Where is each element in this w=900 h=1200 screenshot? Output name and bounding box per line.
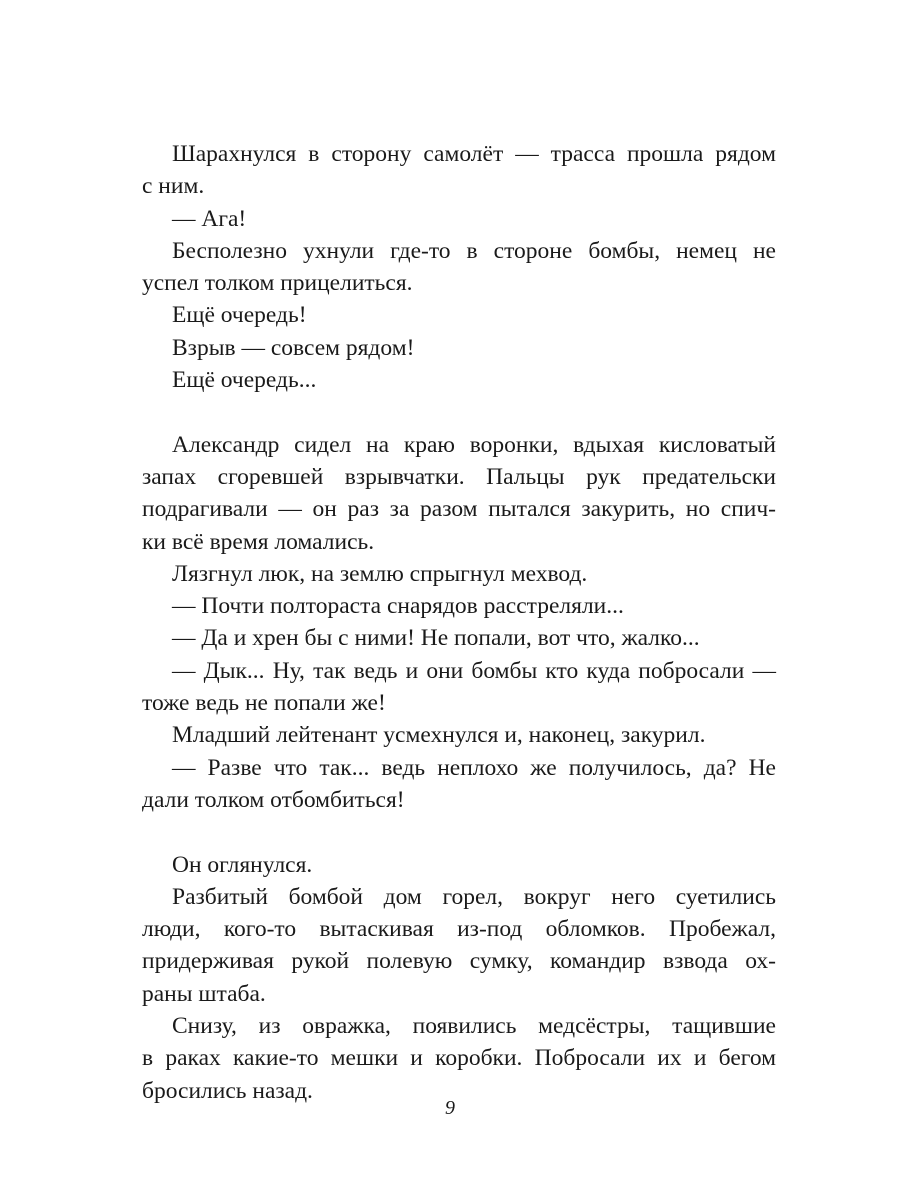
text-line: Бесполезно ухнули где-то в стороне бомбы, немец не (172, 237, 776, 264)
text-line: тоже ведь не попали же! (142, 690, 386, 717)
text-line: — Почти полтораста снарядов расстреляли... (172, 593, 624, 620)
text-line: — Дык... Ну, так ведь и они бомбы кто куда побросали — (172, 657, 776, 684)
text-line: Шарахнулся в сторону самолёт — трасса прошла рядом (172, 141, 776, 167)
text-line: Младший лейтенант усмехнулся и, наконец, закурил. (172, 722, 706, 749)
text-line: запах сгоревшей взрывчатки. Пальцы рук предательски (142, 463, 776, 490)
text-line: ки всё время ломались. (142, 528, 375, 555)
text-line: дали толком отбомбиться! (142, 786, 405, 813)
section-break (142, 396, 776, 428)
text-line: — Разве что так... ведь неплохо же получилось, да? Не (172, 754, 776, 781)
text-line: раны штаба. (142, 980, 266, 1007)
text-line: с ним. (142, 173, 205, 200)
section-break (142, 816, 776, 848)
text-line: — Да и хрен бы с ними! Не попали, вот что, жалко... (172, 625, 700, 652)
body-text (142, 138, 776, 1107)
text-line: Взрыв — совсем рядом! (172, 334, 415, 361)
text-line: Снизу, из овражка, появились медсёстры, тащившие (172, 1013, 776, 1040)
text-line: Александр сидел на краю воронки, вдыхая кисловатый (172, 431, 776, 458)
text-line: Он оглянулся. (172, 851, 313, 878)
text-line: придерживая рукой полевую сумку, командир взвода ох- (142, 948, 776, 975)
text-line: Лязгнул люк, на землю спрыгнул мехвод. (172, 560, 588, 587)
text-line: бросились назад. (142, 1077, 313, 1104)
text-line: Разбитый бомбой дом горел, вокруг него суетились (172, 883, 776, 910)
text-line: Ещё очередь! (172, 302, 307, 329)
text-line: успел толком прицелиться. (142, 270, 413, 297)
text-line: в раках какие-то мешки и коробки. Побросали их и бегом (142, 1045, 776, 1072)
text-line: подрагивали — он раз за разом пытался закурить, но спич- (142, 496, 776, 523)
text-line: — Ага! (172, 205, 247, 232)
page-number: 9 (445, 1097, 455, 1119)
text-line: люди, кого-то вытаскивая из-под обломков. Пробежал, (142, 916, 776, 943)
text-line: Ещё очередь... (172, 367, 317, 394)
